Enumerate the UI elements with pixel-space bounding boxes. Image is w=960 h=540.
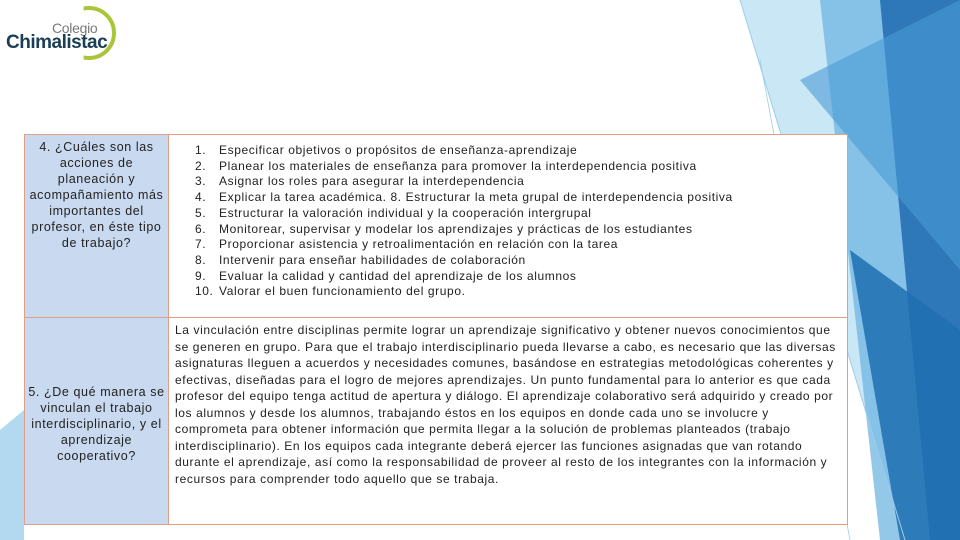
list-text: Explicar la tarea académica. 8. Estructurar la meta grupal de interdependencia positiva — [219, 190, 733, 205]
list-item — [195, 174, 843, 190]
question-cell: 5. ¿De qué manera se vinculan el trabajo interdisciplinario, y el aprendizaje cooperativo? — [25, 318, 169, 525]
list-number: 5. — [195, 205, 207, 220]
list-item — [195, 159, 843, 175]
list-number: 3. — [195, 174, 207, 189]
list-item — [195, 222, 843, 238]
table-row — [25, 135, 848, 318]
logo-line1: Colegio — [52, 20, 98, 36]
list-number: 4. — [195, 190, 207, 205]
list-item — [195, 237, 843, 253]
list-text: Valorar el buen funcionamiento del grupo. — [219, 284, 466, 299]
list-text: Evaluar la calidad y cantidad del aprendizaje de los alumnos — [219, 268, 577, 283]
list-number: 2. — [195, 158, 207, 173]
logo-line2: Chimalistac — [6, 32, 108, 53]
list-number: 1. — [195, 143, 207, 157]
list-item — [195, 269, 843, 285]
list-text: Monitorear, supervisar y modelar los aprendizajes y prácticas de los estudiantes — [219, 221, 693, 236]
answer-paragraph: La vinculación entre disciplinas permite lograr un aprendizaje significativo y obtener nuevos conocimientos que se generen en grupo. Para que el trabajo interdisciplinario pueda llevarse a cabo, es necesario que las diversas asignaturas lleguen a acuerdos y necesidades comunes, basándose en estrategias metodológicas coherentes y efectivas, diseñadas para el logro de mejores aprendizajes. Un punto fundamental para lo anterior es que cada profesor del equipo tenga actitud de apertura y diálogo. El aprendizaje colaborativo será adquirido y creado por los alumnos y desde los alumnos, trabajando éstos en los equipos en donde cada uno se involucre y comprometa para obtener información que permita llegar a la solución de problemas planteados (trabajo interdisciplinario). En los equipos cada integrante deberá ejercer las funciones asignadas que van rotando durante el aprendizaje, así como la responsabilidad de proveer al resto de los integrantes con la información y recursos para comprender todo aquello que se trabaja. — [175, 323, 836, 486]
list-item — [195, 284, 843, 300]
school-logo — [4, 2, 124, 66]
list-item — [195, 206, 843, 222]
answer-cell — [169, 135, 848, 318]
answer-cell — [169, 318, 848, 525]
list-text: Proporcionar asistencia y retroalimentación en relación con la tarea — [219, 237, 618, 252]
list-text: Intervenir para enseñar habilidades de colaboración — [219, 252, 526, 267]
list-number: 6. — [195, 221, 207, 236]
list-text: Especificar objetivos o propósitos de enseñanza-aprendizaje — [219, 143, 578, 157]
list-item — [195, 253, 843, 269]
list-item — [195, 190, 843, 206]
list-number: 9. — [195, 268, 207, 283]
list-item — [195, 143, 843, 159]
list-text: Planear los materiales de enseñanza para promover la interdependencia positiva — [219, 158, 697, 173]
table-row — [25, 318, 848, 525]
list-number: 7. — [195, 237, 207, 252]
qa-table — [24, 134, 848, 525]
steps-list — [195, 143, 843, 300]
list-number: 8. — [195, 252, 207, 267]
list-text: Estructurar la valoración individual y la cooperación intergrupal — [219, 205, 592, 220]
list-number: 10. — [195, 284, 214, 299]
list-text: Asignar los roles para asegurar la interdependencia — [219, 174, 525, 189]
question-cell: 4. ¿Cuáles son las acciones de planeación y acompañamiento más importantes del profesor, en éste tipo de trabajo? — [25, 135, 169, 318]
